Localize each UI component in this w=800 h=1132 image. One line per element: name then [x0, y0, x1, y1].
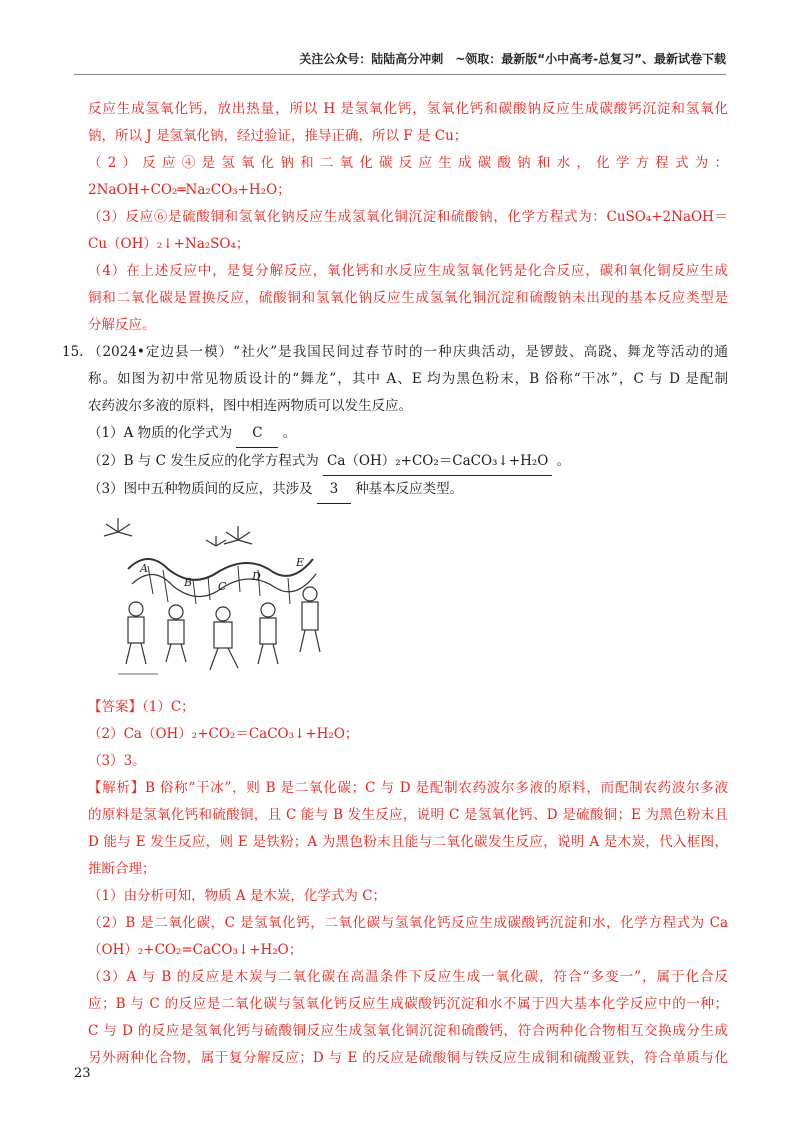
analysis-line: 另外两种化合物，属于复分解反应；D 与 E 的反应是硫酸铜与铁反应生成铜和硫酸亚铁，符合单质与化 — [88, 1050, 728, 1066]
analysis-line: C 与 D 的反应是氢氧化钙与硫酸铜反应生成氢氧化铜沉淀和硫酸钙，符合两种化合物相互交换成分生成 — [88, 1023, 728, 1039]
dragon-dance-illustration — [98, 514, 338, 684]
sub-question-1 — [88, 420, 728, 448]
analysis-text: B 俗称“干冰”，则 B 是二氧化碳；C 与 D 是配制农药波尔多液的原料，而配制农药波尔多液 — [144, 780, 729, 796]
text-line: 铜和二氧化碳是置换反应，硫酸铜和氢氧化钠反应生成氢氧化铜沉淀和硫酸钠未出现的基本反应类型是 — [88, 290, 728, 306]
answer-line: （3）3。 — [88, 753, 146, 769]
question-stem-line: （2024•定边县一模）“社火”是我国民间过春节时的一种庆典活动，是锣鼓、高跷、舞龙等活动的通 — [88, 344, 728, 360]
answer-tag: 【答案】 — [88, 699, 142, 715]
sub-question-text: （3）图中五种物质间的反应，共涉及 — [88, 481, 313, 497]
equation-line: Cu（OH）₂↓+Na₂SO₄； — [88, 236, 250, 252]
dancer-figure — [210, 607, 238, 670]
text-line: （2）反应④是氢氧化钠和二氧化碳反应生成碳酸钠和水，化学方程式为： — [88, 155, 728, 171]
analysis-tag: 【解析】 — [88, 780, 145, 796]
text-line: （4）在上述反应中，是复分解反应，氧化钙和水反应生成氢氧化钙是化合反应，碳和氧化铜反应生成 — [88, 263, 728, 279]
text-line: 钠，所以 J 是氢氧化钠，经过验证，推导正确，所以 F 是 Cu； — [88, 128, 468, 144]
sub-question-text: （1）A 物质的化学式为 — [88, 425, 233, 441]
text-line: 反应生成氢氧化钙，放出热量，所以 H 是氢氧化钙，氢氧化钙和碳酸钠反应生成碳酸钙沉淀和氢氧化 — [88, 101, 728, 117]
answer-section — [88, 694, 728, 775]
page-header: 关注公众号：陆陆高分冲刺 ~领取：最新版“小中高考-总复习”、最新试卷下载 — [299, 52, 726, 66]
question-stem-line: 称。如图为初中常见物质设计的“舞龙”，其中 A、E 均为黑色粉末，B 俗称“干冰”，C 与 D 是配制 — [88, 371, 728, 387]
answer-blank: Ca（OH）₂+CO₂＝CaCO₃↓+H₂O — [323, 448, 552, 476]
header-divider — [74, 74, 726, 75]
firework-icon — [104, 518, 132, 536]
answer-line: （2）Ca（OH）₂+CO₂＝CaCO₃↓+H₂O； — [88, 726, 359, 742]
page-number: 23 — [74, 1066, 91, 1081]
text-line: （3）反应⑥是硫酸铜和氢氧化钠反应生成氢氧化铜沉淀和硫酸钠，化学方程式为：CuSO₄+2NaOH＝ — [88, 209, 728, 225]
page-content — [62, 96, 729, 1072]
question-15 — [62, 339, 728, 694]
answer-line — [88, 694, 728, 721]
analysis-line: （3）A 与 B 的反应是木炭与二氧化碳在高温条件下反应生成一氧化碳，符合“多变一”，属于化合反 — [88, 969, 728, 985]
analysis-line: 的原料是氢氧化钙和硫酸铜，且 C 能与 B 发生反应，说明 C 是氢氧化钙、D 是硫酸铜；E 为黑色粉末且 — [88, 807, 728, 823]
dancer-figure — [166, 605, 186, 662]
figure-label-c: C — [218, 580, 227, 593]
firework-icon — [224, 526, 252, 544]
sub-question-text: 。 — [556, 453, 571, 469]
analysis-section — [88, 775, 728, 1072]
sub-question-text: （2）B 与 C 发生反应的化学方程式为 — [88, 453, 319, 469]
analysis-line: （2）B 是二氧化碳，C 是氢氧化钙，二氧化碳与氢氧化钙反应生成碳酸钙沉淀和水，化学方程式为 Ca — [88, 915, 728, 931]
analysis-line: （1）由分析可知，物质 A 是木炭，化学式为 C； — [88, 888, 387, 904]
analysis-line: D 能与 E 发生反应，则 E 是铁粉；A 为黑色粉末且能与二氧化碳发生反应，说明 A 是木炭，代入框图， — [88, 834, 728, 850]
dancer-figure — [126, 602, 146, 664]
sub-question-2 — [88, 448, 728, 476]
analysis-line — [88, 775, 728, 802]
question-number: 15. — [62, 344, 84, 360]
sub-question-text: 种基本反应类型。 — [355, 481, 464, 497]
text-line: 分解反应。 — [88, 317, 156, 333]
figure-label-e: E — [296, 556, 305, 569]
firework-icon — [206, 536, 226, 546]
equation-line: 2NaOH+CO₂═Na₂CO₃+H₂O； — [88, 182, 291, 198]
figure-label-b: B — [184, 576, 193, 589]
sub-question-text: 。 — [282, 425, 297, 441]
figure-label-a: A — [140, 562, 148, 575]
analysis-line: 推断合理； — [88, 861, 156, 877]
analysis-line: 应；B 与 C 的反应是二氧化碳与氢氧化钙反应生成碳酸钙沉淀和水不属于四大基本化学反应中的一种； — [88, 996, 728, 1012]
previous-solution — [88, 96, 728, 339]
dancer-figure — [300, 587, 320, 652]
figure-label-d: D — [252, 570, 261, 583]
answer-text: （1）C； — [142, 699, 195, 715]
question-stem-line: 农药波尔多液的原料，图中相连两物质可以发生反应。 — [88, 398, 412, 414]
sub-question-3 — [88, 476, 728, 504]
dancer-figure — [258, 603, 278, 664]
analysis-line: （OH）₂+CO₂=CaCO₃↓+H₂O； — [88, 942, 303, 958]
answer-blank: C — [236, 420, 278, 448]
answer-blank: 3 — [317, 476, 351, 504]
